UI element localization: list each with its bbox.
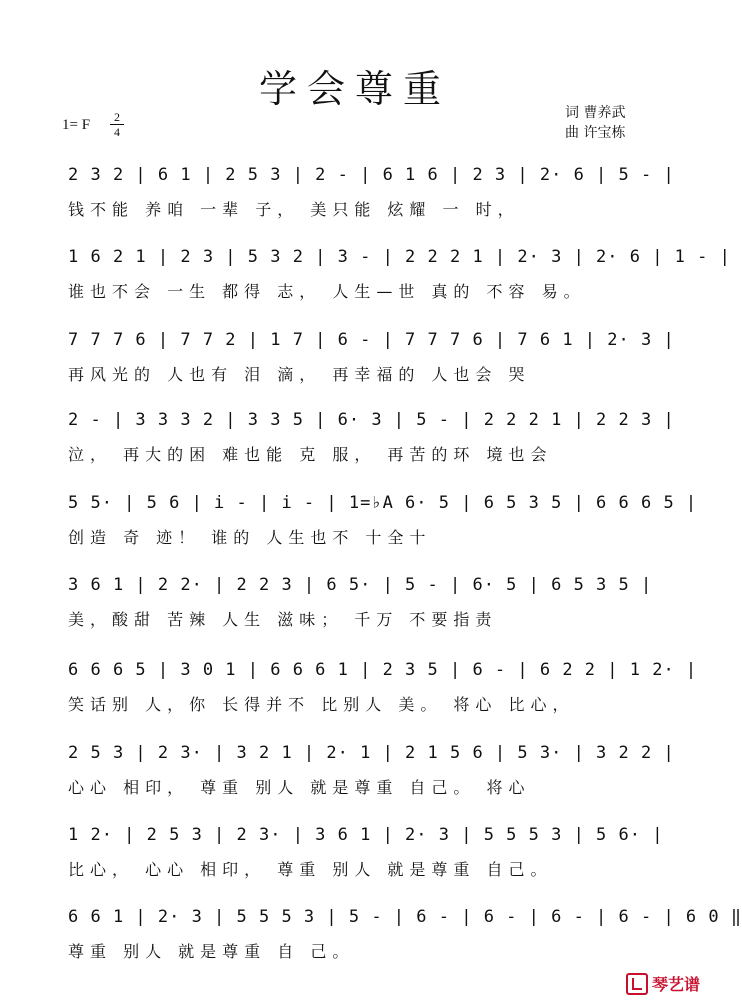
logo-text: 琴艺谱 (651, 975, 700, 994)
lyrics-line: 谁也不会 一生 都得 志， 人生—世 真的 不容 易。 (68, 282, 586, 301)
credits (565, 103, 625, 143)
time-signature-bottom: 4 (114, 125, 120, 139)
notation-line: 2 5 3 | 2 3· | 3 2 1 | 2· 1 | 2 1 5 6 | 5 3· | 3 2 2 | (68, 743, 675, 763)
notation-line: 7 7 7 6 | 7 7 2 | 1 7 | 6 - | 7 7 7 6 | 7 6 1 | 2· 3 | (68, 330, 675, 350)
notation-line: 1 2· | 2 5 3 | 2 3· | 3 6 1 | 2· 3 | 5 5 5 3 | 5 6· | (68, 825, 664, 845)
time-signature (110, 111, 124, 138)
notation-line: 2 - | 3 3 3 2 | 3 3 5 | 6· 3 | 5 - | 2 2 2 1 | 2 2 3 | (68, 410, 675, 430)
notation-line: 3 6 1 | 2 2· | 2 2 3 | 6 5· | 5 - | 6· 5 | 6 5 3 5 | (68, 575, 653, 595)
lyrics-line: 泣， 再大的困 难也能 克 服， 再苦的环 境也会 (68, 445, 553, 464)
lyrics-line: 心心 相印， 尊重 别人 就是尊重 自己。 将心 (68, 778, 531, 797)
time-signature-top: 2 (114, 110, 120, 124)
notation-line: 5 5· | 5 6 | i - | i - | 1=♭A 6· 5 | 6 5 3 5 | 6 6 6 5 | (68, 493, 698, 513)
notation-line: 6 6 6 5 | 3 0 1 | 6 6 6 1 | 2 3 5 | 6 - | 6 2 2 | 1 2· | (68, 660, 698, 680)
key-signature: 1= F (62, 117, 91, 133)
composer-credit: 曲 许宝栋 (565, 125, 626, 141)
lyrics-line: 比心， 心心 相印， 尊重 别人 就是尊重 自己。 (68, 860, 553, 879)
lyricist-credit: 词 曹养武 (565, 105, 626, 121)
notation-line: 2 3 2 | 6 1 | 2 5 3 | 2 - | 6 1 6 | 2 3 | 2· 6 | 5 - | (68, 165, 675, 185)
lyrics-line: 笑话别 人，你 长得并不 比别人 美。 将心 比心， (68, 695, 575, 714)
lyrics-line: 再风光的 人也有 泪 滴， 再幸福的 人也会 哭 (68, 365, 531, 384)
site-logo (626, 972, 700, 995)
lyrics-line: 美，酸甜 苦辣 人生 滋味； 千万 不要指责 (68, 610, 498, 629)
logo-icon (626, 973, 648, 995)
notation-line: 6 6 1 | 2· 3 | 5 5 5 3 | 5 - | 6 - | 6 - | 6 - | 6 - | 6 0 ‖ (68, 907, 742, 927)
song-title: 学会尊重 (258, 67, 451, 111)
lyrics-line: 钱不能 养咱 一辈 子， 美只能 炫耀 一 时， (68, 200, 520, 219)
notation-line: 1 6 2 1 | 2 3 | 5 3 2 | 3 - | 2 2 2 1 | 2· 3 | 2· 6 | 1 - | (68, 247, 731, 267)
lyrics-line: 创造 奇 迹！ 谁的 人生也不 十全十 (68, 528, 432, 547)
lyrics-line: 尊重 别人 就是尊重 自 己。 (68, 942, 355, 961)
